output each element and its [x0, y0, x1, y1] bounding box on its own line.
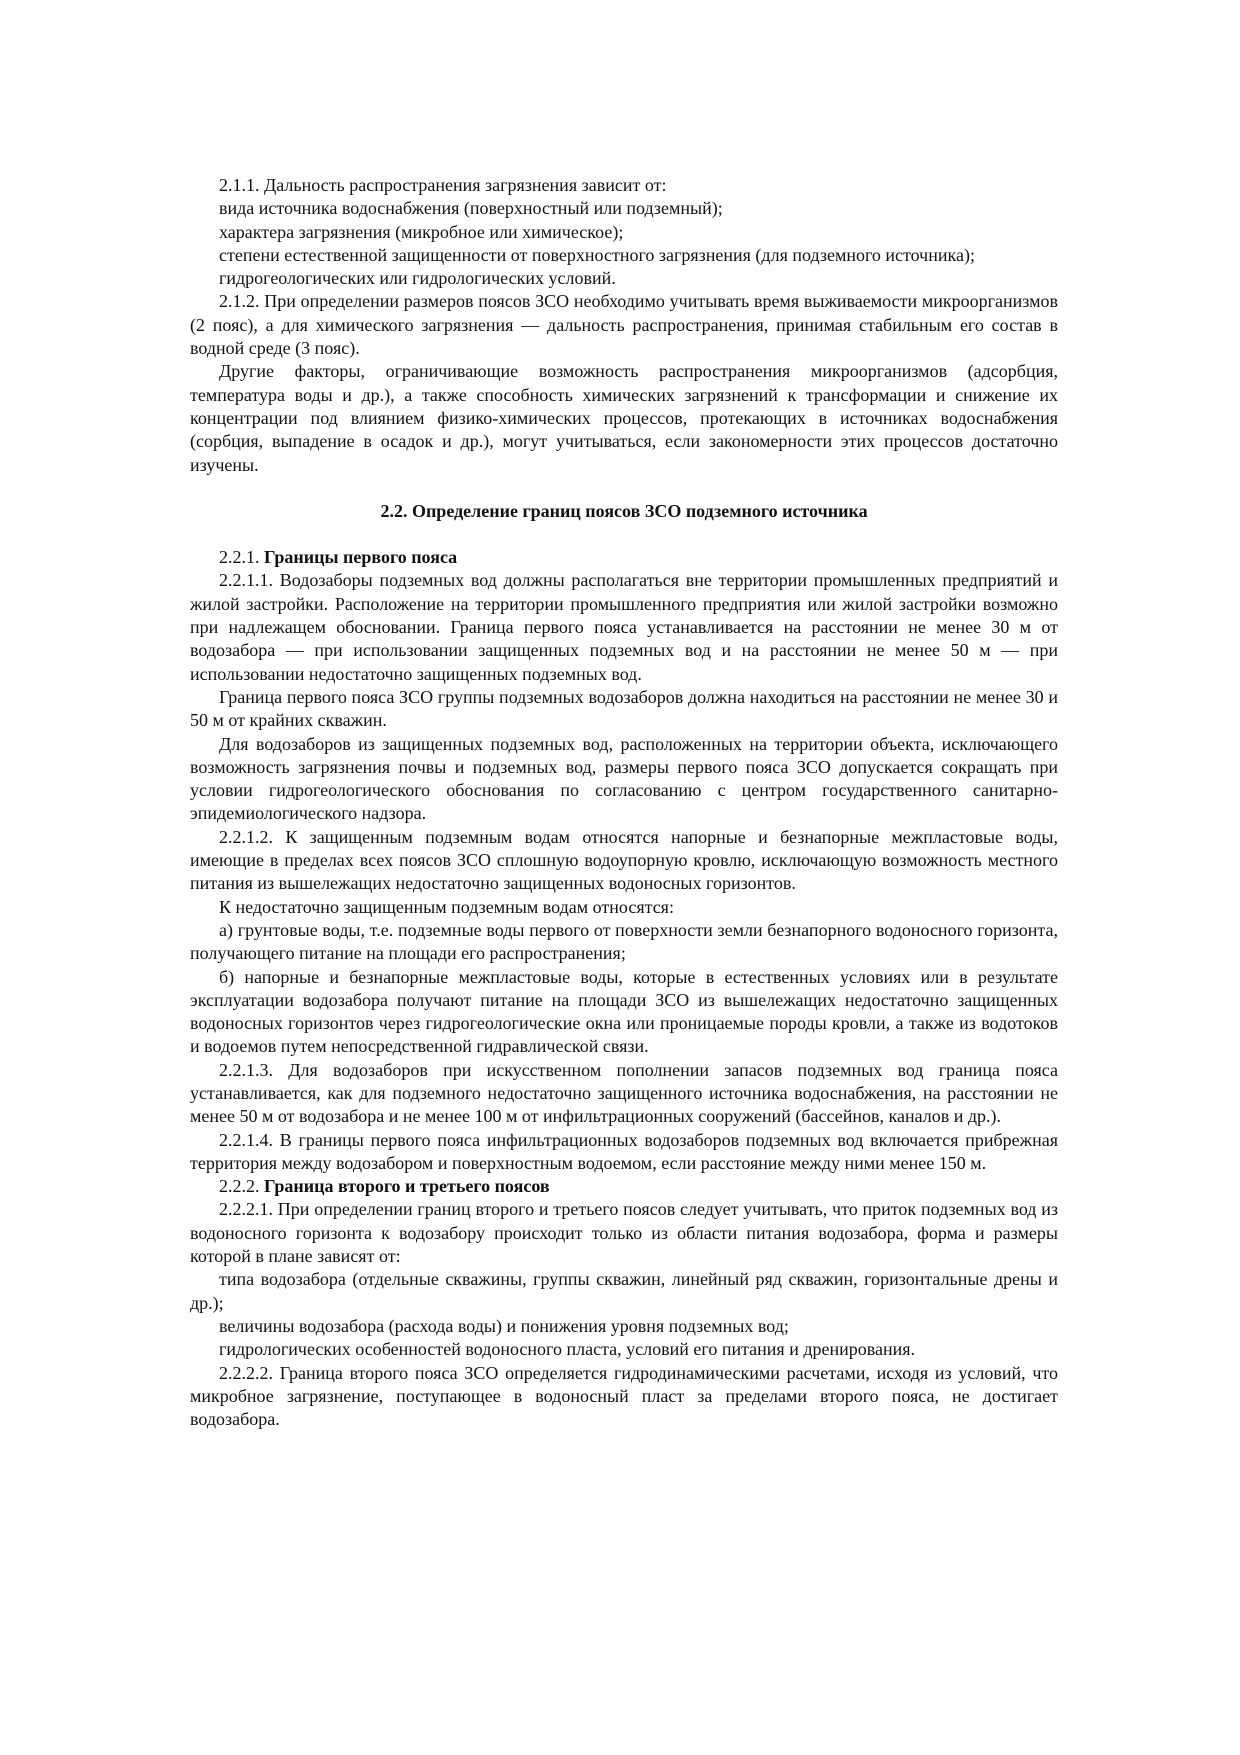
- paragraph: гидрогеологических или гидрологических условий.: [219, 268, 616, 289]
- paragraph: Другие факторы, ограничивающие возможность распространения микроорганизмов (адсорбция, температура воды и др.), а также способность химических загрязнений к трансформации и снижение их концентрации под влиянием физико-химических процессов, протекающих в источниках водоснабжения (сорбция, выпадение в осадок и др.), могут учитываться, если закономерности этих процессов достаточно изучены.: [190, 361, 1058, 475]
- paragraph: степени естественной защищенности от поверхностного загрязнения (для подземного источника);: [219, 244, 975, 265]
- subsection-2-2-2: [190, 1175, 1058, 1431]
- subsection-title: [190, 1175, 1058, 1198]
- paragraph: б) напорные и безнапорные межпластовые воды, которые в естественных условиях или в результате эксплуатации водозабора получают питание на площади ЗСО из вышележащих недостаточно защищенных водоносных горизонтов через гидрогеологические окна или проницаемые породы кровли, а также из водотоков и водоемов путем непосредственной гидравлической связи.: [190, 966, 1058, 1057]
- subsection-number: 2.2.2.: [219, 1176, 264, 1197]
- document-page: [190, 174, 1058, 1431]
- paragraph: 2.2.2.2. Граница второго пояса ЗСО определяется гидродинамическими расчетами, исходя из условий, что микробное загрязнение, поступающее в водоносный пласт за пределами второго пояса, не достигает водозабора.: [190, 1362, 1058, 1430]
- paragraph: Граница первого пояса ЗСО группы подземных водозаборов должна находиться на расстоянии не менее 30 и 50 м от крайних скважин.: [190, 686, 1058, 731]
- paragraph: характера загрязнения (микробное или химическое);: [219, 221, 624, 242]
- paragraph: 2.1.2. При определении размеров поясов ЗСО необходимо учитывать время выживаемости микроорганизмов (2 пояс), а для химического загрязнения — дальность распространения, принимая стабильным его состав в водной среде (3 пояс).: [190, 291, 1058, 359]
- paragraph: 2.2.2.1. При определении границ второго и третьего поясов следует учитывать, что приток подземных вод из водоносного горизонта к водозабору происходит только из области питания водозабора, форма и размеры которой в плане зависят от:: [190, 1199, 1058, 1267]
- subsection-2-2-1: [190, 546, 1058, 1175]
- paragraph: Для водозаборов из защищенных подземных вод, расположенных на территории объекта, исключающего возможность загрязнения почвы и подземных вод, размеры первого пояса ЗСО допускается сокращать при условии гидрогеологического обоснования по согласованию с центром государственного санитарно-эпидемиологического надзора.: [190, 733, 1058, 824]
- paragraph: 2.2.1.4. В границы первого пояса инфильтрационных водозаборов подземных вод включается прибрежная территория между водозабором и поверхностным водоемом, если расстояние между ними менее 150 м.: [190, 1129, 1058, 1173]
- paragraph: К недостаточно защищенным подземным водам относятся:: [219, 896, 674, 917]
- subsection-title: [190, 546, 1058, 569]
- paragraph: величины водозабора (расхода воды) и понижения уровня подземных вод;: [219, 1315, 789, 1336]
- paragraph: а) грунтовые воды, т.е. подземные воды первого от поверхности земли безнапорного водоносного горизонта, получающего питание на площади его распространения;: [190, 919, 1058, 964]
- subsection-number: 2.2.1.: [219, 547, 264, 568]
- paragraph: 2.2.1.2. К защищенным подземным водам относятся напорные и безнапорные межпластовые воды, имеющие в пределах всех поясов ЗСО сплошную водоупорную кровлю, исключающую возможность местного питания из вышележащих недостаточно защищенных водоносных горизонтов.: [190, 826, 1058, 894]
- paragraph: вида источника водоснабжения (поверхностный или подземный);: [219, 198, 723, 219]
- section-heading: 2.2. Определение границ поясов ЗСО подземного источника: [380, 500, 868, 521]
- paragraph: 2.2.1.1. Водозаборы подземных вод должны располагаться вне территории промышленных предприятий и жилой застройки. Расположение на территории промышленного предприятия или жилой застройки возможно при надлежащем обосновании. Граница первого пояса устанавливается на расстоянии не менее 30 м от водозабора — при использовании защищенных подземных вод и на расстоянии не менее 50 м — при использовании недостаточно защищенных подземных вод.: [190, 570, 1058, 684]
- paragraph: гидрологических особенностей водоносного пласта, условий его питания и дренирования.: [219, 1339, 916, 1360]
- paragraph: 2.1.1. Дальность распространения загрязнения зависит от:: [219, 175, 667, 195]
- subsection-title-text: Границы первого пояса: [264, 547, 458, 568]
- subsection-title-text: Граница второго и третьего поясов: [264, 1176, 550, 1197]
- paragraph: 2.2.1.3. Для водозаборов при искусственном пополнении запасов подземных вод граница пояса устанавливается, как для подземного недостаточно защищенного источника водоснабжения, на расстоянии не менее 50 м от водозабора и не менее 100 м от инфильтрационных сооружений (бассейнов, каналов и др.).: [190, 1059, 1058, 1127]
- section-2-1: [190, 174, 1058, 477]
- paragraph: типа водозабора (отдельные скважины, группы скважин, линейный ряд скважин, горизонтальные дрены и др.);: [190, 1269, 1058, 1313]
